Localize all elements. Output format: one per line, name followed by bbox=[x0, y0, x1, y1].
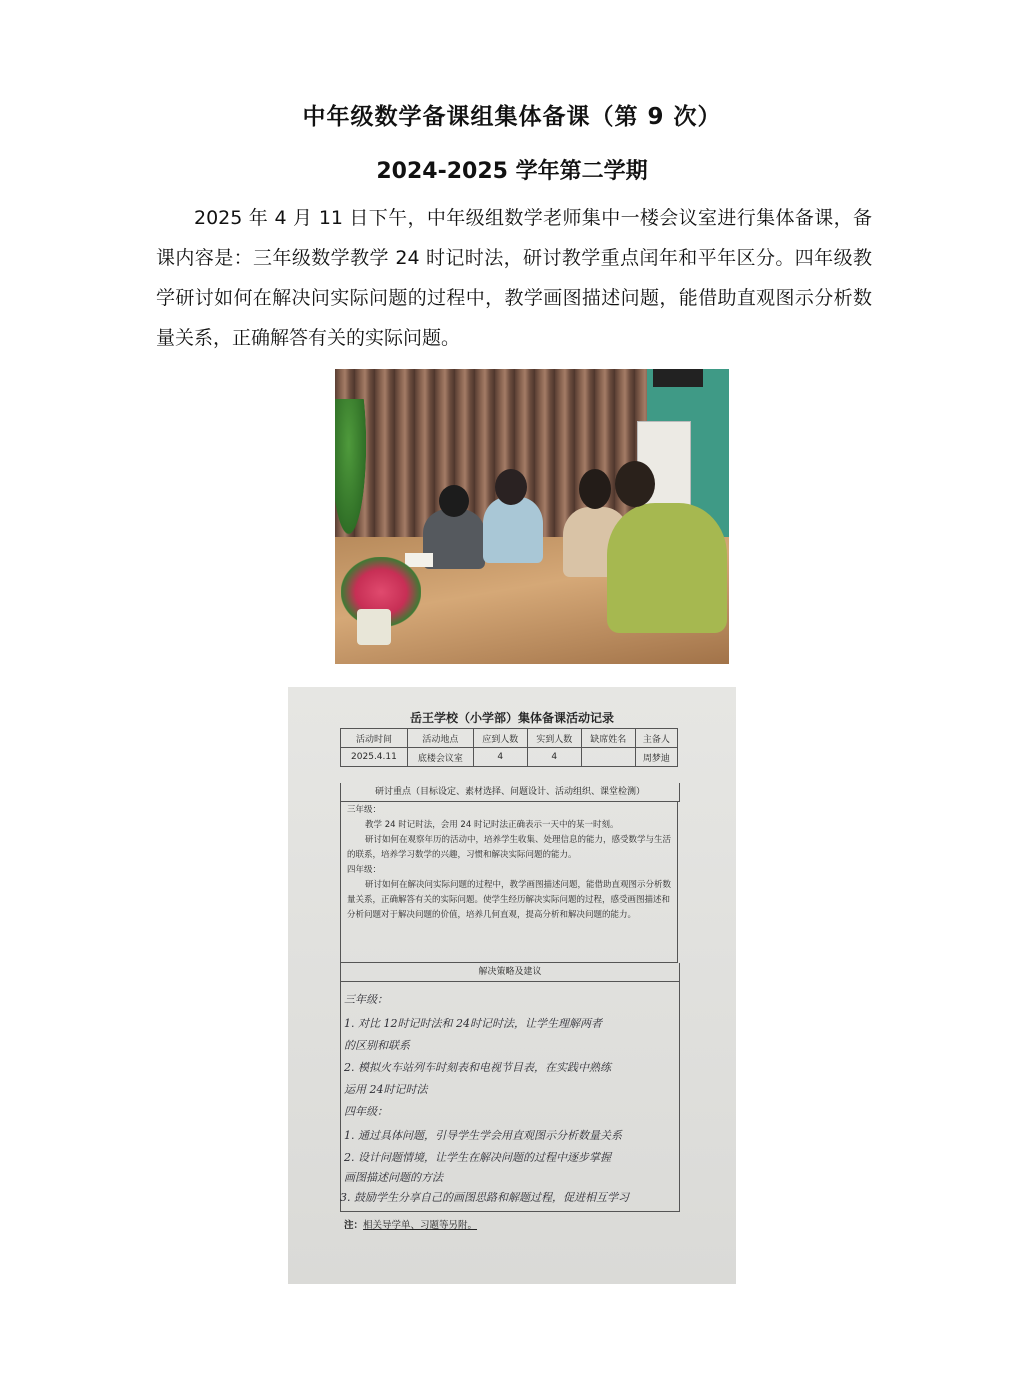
grade4-label: 四年级： bbox=[347, 865, 382, 875]
handwriting-line: 2. 设计问题情境，让学生在解决问题的过程中逐步掌握 bbox=[344, 1151, 611, 1164]
focus-header: 研讨重点（目标设定、素材选择、问题设计、活动组织、课堂检测） bbox=[340, 783, 680, 802]
teacher-4 bbox=[607, 503, 727, 633]
page-title: 中年级数学备课组集体备课（第 9 次） bbox=[302, 104, 722, 130]
left-plant bbox=[335, 399, 369, 549]
teacher-1-head bbox=[439, 485, 469, 517]
record-note bbox=[344, 1217, 477, 1231]
handwriting-line: 3. 鼓励学生分享自己的画图思路和解题过程，促进相互学习 bbox=[340, 1191, 629, 1204]
teacher-2 bbox=[483, 497, 543, 563]
activity-record-scan bbox=[288, 687, 736, 1284]
table-cell: 底楼会议室 bbox=[407, 748, 473, 767]
table-cell bbox=[581, 748, 635, 767]
handwriting-line: 四年级： bbox=[344, 1105, 388, 1118]
focus-body bbox=[340, 801, 678, 963]
table-header-cell: 实到人数 bbox=[527, 729, 581, 748]
page-subtitle: 2024-2025 学年第二学期 bbox=[376, 159, 648, 184]
teacher-4-head bbox=[615, 461, 655, 507]
table-header-cell: 活动地点 bbox=[407, 729, 473, 748]
table-cell: 4 bbox=[527, 748, 581, 767]
handwriting-line: 的区别和联系 bbox=[344, 1039, 410, 1052]
note-label: 注： bbox=[344, 1220, 364, 1231]
record-info-table bbox=[340, 728, 678, 767]
handwriting-line: 三年级： bbox=[344, 993, 388, 1006]
flower-pot bbox=[357, 609, 391, 645]
record-title: 岳王学校（小学部）集体备课活动记录 bbox=[409, 711, 614, 725]
handwriting-line: 1. 对比 12时记时法和 24时记时法，让学生理解两者 bbox=[344, 1017, 602, 1030]
meeting-photo bbox=[335, 369, 729, 664]
table-header-cell: 活动时间 bbox=[341, 729, 408, 748]
table-header-cell: 主备人 bbox=[635, 729, 677, 748]
table-header-cell: 缺席姓名 bbox=[581, 729, 635, 748]
handwriting-line: 2. 模拟火车站列车时刻表和电视节目表，在实践中熟练 bbox=[344, 1061, 611, 1074]
note-text: 相关导学单、习题等另附。 bbox=[363, 1220, 478, 1231]
handwriting-line: 画图描述问题的方法 bbox=[344, 1171, 443, 1184]
table-cell: 2025.4.11 bbox=[341, 748, 408, 767]
intro-paragraph bbox=[156, 198, 872, 358]
grade3-line2: 研讨如何在观察年历的活动中，培养学生收集、处理信息的能力，感受数学与生活的联系，培养学习数学的兴趣，习惯和解决实际问题的能力。 bbox=[347, 835, 672, 860]
grade3-label: 三年级： bbox=[347, 805, 382, 815]
table-header-cell: 应到人数 bbox=[473, 729, 527, 748]
grade3-line1: 教学 24 时记时法，会用 24 时记时法正确表示一天中的某一时刻。 bbox=[365, 820, 619, 830]
table-cell: 4 bbox=[473, 748, 527, 767]
grade4-line1: 研讨如何在解决问实际问题的过程中，教学画图描述问题，能借助直观图示分析数量关系，正确解答有关的实际问题。使学生经历解决实际问题的过程，感受画图描述和分析问题对于解决问题的价值，培养几何直观，提高分析和解决问题的能力。 bbox=[347, 880, 672, 920]
intro-text: 2025 年 4 月 11 日下午，中年级组数学老师集中一楼会议室进行集体备课，备课内容是：三年级数学教学 24 时记时法，研讨教学重点闰年和平年区分。四年级教学研讨如何在解决问实际问题的过程中，教学画图描述问题，能借助直观图示分析数量关系，正确解答有关的实际问题。 bbox=[156, 207, 872, 349]
handwriting-line: 运用 24时记时法 bbox=[344, 1083, 428, 1096]
handwriting-line: 1. 通过具体问题，引导学生学会用直观图示分析数量关系 bbox=[344, 1129, 622, 1142]
table-header-row bbox=[341, 729, 678, 748]
teacher-3-head bbox=[579, 469, 611, 509]
table-cell: 周梦迪 bbox=[635, 748, 677, 767]
teacher-2-head bbox=[495, 469, 527, 505]
table-row bbox=[341, 748, 678, 767]
wall-tv bbox=[653, 369, 703, 387]
solution-header: 解决策略及建议 bbox=[340, 963, 680, 982]
